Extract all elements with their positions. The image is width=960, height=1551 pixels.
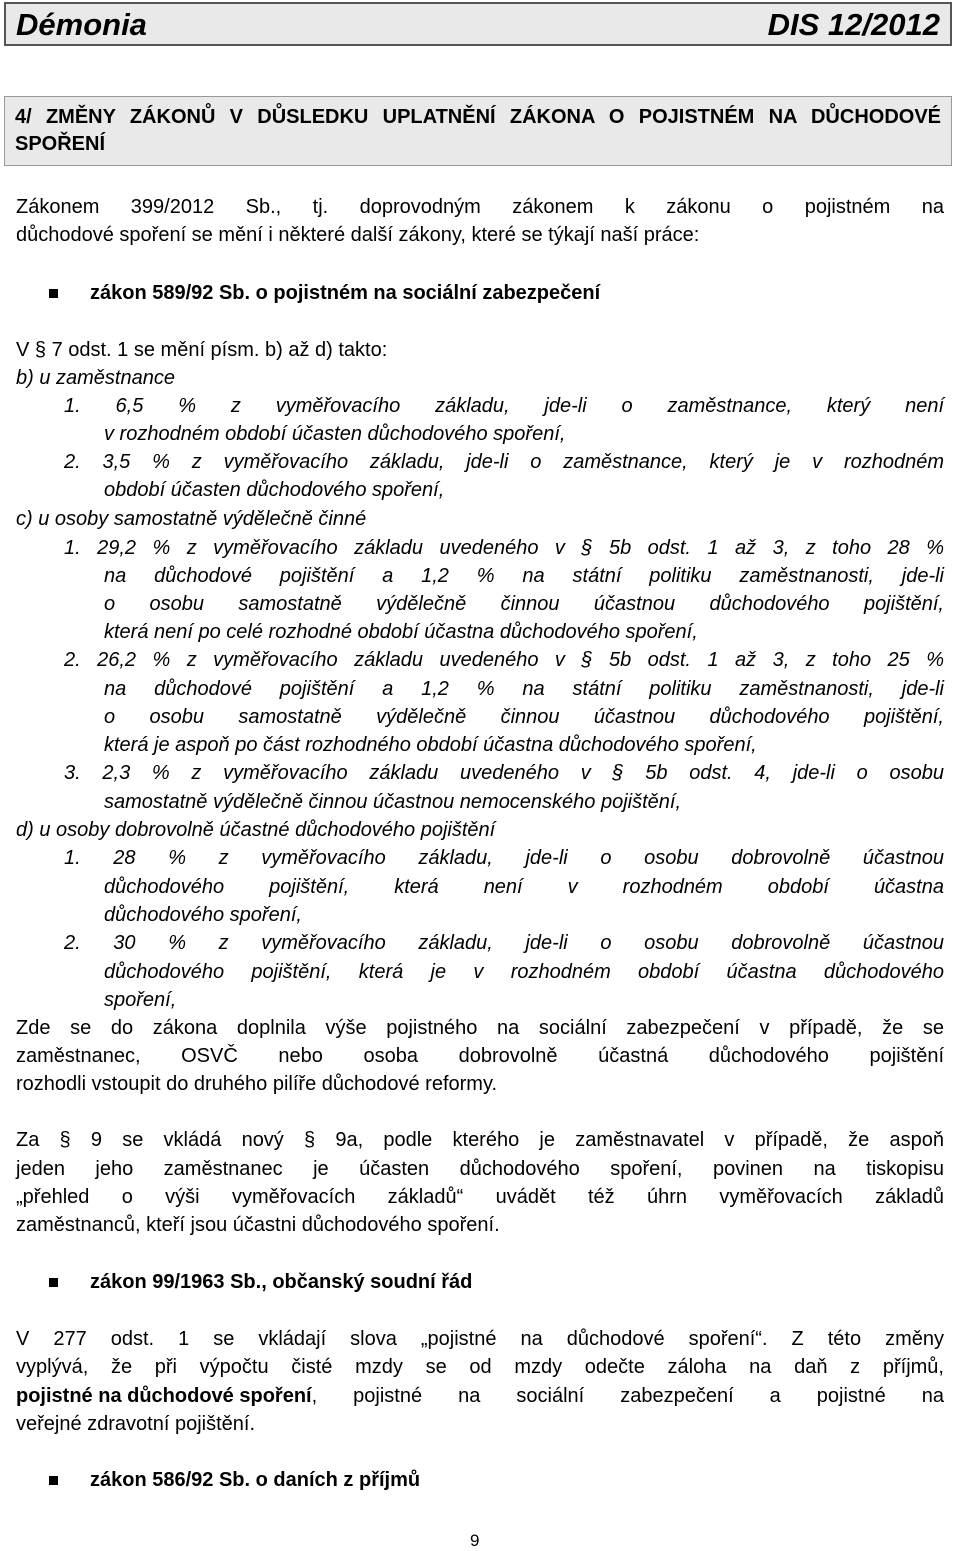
item-c1-line-2: na důchodové pojištění a 1,2 % na státní politiku zaměstnanosti, jde-li (104, 565, 944, 587)
paragraph-3-line-1: V 277 odst. 1 se vkládají slova „pojistné na důchodové spoření“. Z této změny (16, 1328, 944, 1350)
law-heading-589: zákon 589/92 Sb. o pojistném na sociální zabezpečení (90, 282, 601, 304)
paragraph-2-line-1: Za § 9 se vkládá nový § 9a, podle kterého je zaměstnavatel v případě, že aspoň (16, 1129, 944, 1151)
item-c3-line-1: 3. 2,3 % z vyměřovacího základu uvedeného v § 5b odst. 4, jde-li o osobu (64, 762, 944, 784)
paragraph-3-line-4: veřejné zdravotní pojištění. (16, 1413, 256, 1435)
intro-line-2: důchodové spoření se mění i některé další zákony, které se týkají naší práce: (16, 224, 700, 246)
header-issue: DIS 12/2012 (767, 7, 940, 42)
item-c3-line-2: samostatně výdělečně činnou účastnou nemocenského pojištění, (104, 791, 682, 813)
paragraph-3-line-2: vyplývá, že při výpočtu čisté mzdy se od mzdy odečte záloha na daň z příjmů, (16, 1356, 944, 1378)
section-heading: 4/ ZMĚNY ZÁKONŮ V DŮSLEDKU UPLATNĚNÍ ZÁKONA O POJISTNÉM NA DŮCHODOVÉ SPOŘENÍ (4, 96, 952, 166)
item-b2-line-1: 2. 3,5 % z vyměřovacího základu, jde-li o zaměstnance, který je v rozhodném (64, 451, 944, 473)
law-heading-99: zákon 99/1963 Sb., občanský soudní řád (90, 1271, 473, 1293)
paragraph-3-line-3-rest: , pojistné na sociální zabezpečení a pojistné na (311, 1385, 944, 1407)
paragraph-1-line-1: Zde se do zákona doplnila výše pojistného na sociální zabezpečení v případě, že se (16, 1017, 944, 1039)
paragraph-2-line-3: „přehled o výši vyměřovacích základů“ uvádět též úhrn vyměřovacích základů (16, 1186, 944, 1208)
item-b-heading: b) u zaměstnance (16, 367, 175, 389)
item-c-heading: c) u osoby samostatně výdělečně činné (16, 508, 367, 530)
paragraph-2-line-2: jeden jeho zaměstnanec je účasten důchodového spoření, povinen na tiskopisu (16, 1158, 944, 1180)
intro-line-1: Zákonem 399/2012 Sb., tj. doprovodným zákonem k zákonu o pojistném na (16, 196, 944, 218)
page-number: 9 (470, 1531, 480, 1550)
emphasis-text: pojistné na důchodové spoření (16, 1385, 312, 1407)
change-intro: V § 7 odst. 1 se mění písm. b) až d) takto: (16, 339, 388, 361)
bullet-square-icon (49, 1278, 58, 1287)
item-d-heading: d) u osoby dobrovolně účastné důchodového pojištění (16, 819, 496, 841)
item-b1-line-1: 1. 6,5 % z vyměřovacího základu, jde-li o zaměstnance, který není (64, 395, 944, 417)
item-d2-line-1: 2. 30 % z vyměřovacího základu, jde-li o osobu dobrovolně účastnou (64, 932, 944, 954)
item-c1-line-1: 1. 29,2 % z vyměřovacího základu uvedeného v § 5b odst. 1 až 3, z toho 28 % (64, 537, 944, 559)
paragraph-2-line-4: zaměstnanců, kteří jsou účastni důchodového spoření. (16, 1214, 500, 1236)
header-title: Démonia (16, 7, 147, 42)
item-b2-line-2: období účasten důchodového spoření, (104, 479, 445, 501)
law-heading-586: zákon 586/92 Sb. o daních z příjmů (90, 1469, 421, 1491)
item-b1-line-2: v rozhodném období účasten důchodového spoření, (104, 423, 566, 445)
item-d2-line-2: důchodového pojištění, která je v rozhodném období účastna důchodového (104, 961, 944, 983)
item-d2-line-3: spoření, (104, 989, 177, 1011)
document-header (4, 2, 952, 46)
bullet-square-icon (49, 289, 58, 298)
item-d1-line-3: důchodového spoření, (104, 904, 302, 926)
item-c1-line-4: která není po celé rozhodné období účastna důchodového spoření, (104, 621, 698, 643)
item-c2-line-3: o osobu samostatně výdělečně činnou účastnou důchodového pojištění, (104, 706, 944, 728)
item-c2-line-2: na důchodové pojištění a 1,2 % na státní politiku zaměstnanosti, jde-li (104, 678, 944, 700)
item-c1-line-3: o osobu samostatně výdělečně činnou účastnou důchodového pojištění, (104, 593, 944, 615)
item-d1-line-2: důchodového pojištění, která není v rozhodném období účastna (104, 876, 944, 898)
item-c2-line-4: která je aspoň po část rozhodného období účastna důchodového spoření, (104, 734, 757, 756)
paragraph-1-line-2: zaměstnanec, OSVČ nebo osoba dobrovolně účastná důchodového pojištění (16, 1045, 944, 1067)
paragraph-1-line-3: rozhodli vstoupit do druhého pilíře důchodové reformy. (16, 1073, 498, 1095)
paragraph-3-line-3 (16, 1382, 944, 1410)
item-c2-line-1: 2. 26,2 % z vyměřovacího základu uvedeného v § 5b odst. 1 až 3, z toho 25 % (64, 649, 944, 671)
bullet-square-icon (49, 1476, 58, 1485)
item-d1-line-1: 1. 28 % z vyměřovacího základu, jde-li o osobu dobrovolně účastnou (64, 847, 944, 869)
